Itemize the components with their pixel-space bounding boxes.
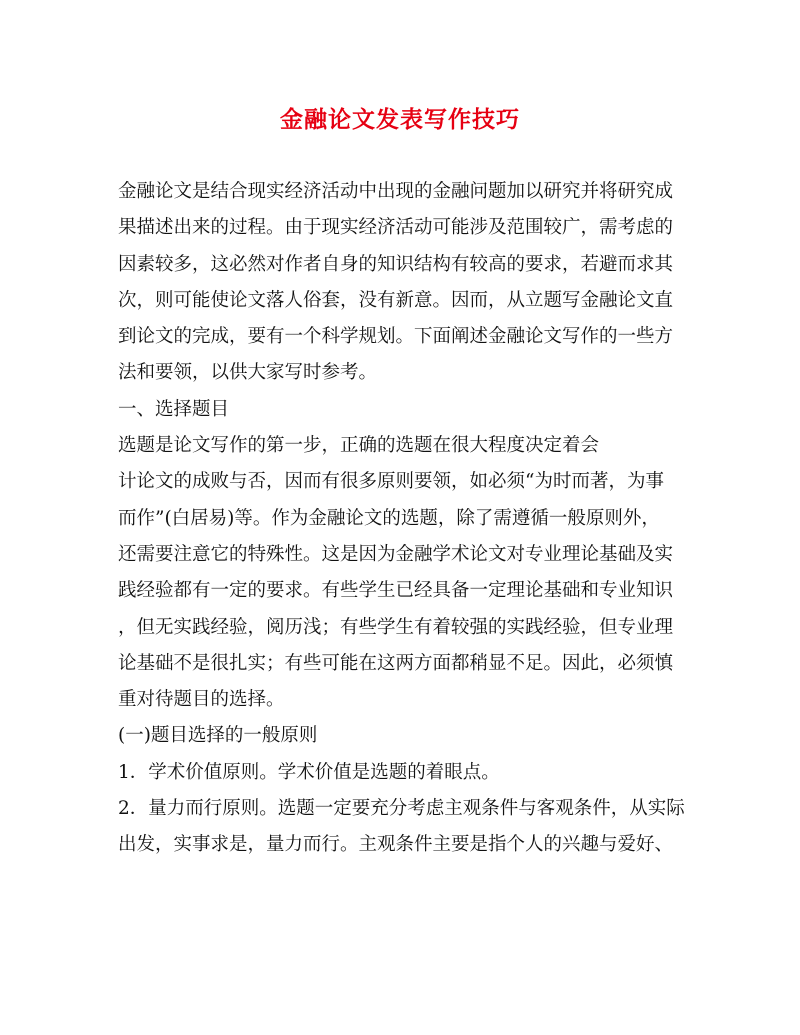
text-line: 果描述出来的过程。由于现实经济活动可能涉及范围较广，需考虑的 [118, 217, 674, 239]
text-line: 论基础不是很扎实；有些可能在这两方面都稍显不足。因此，必须慎 [118, 652, 674, 674]
document-body [118, 174, 688, 864]
document-title: 金融论文发表写作技巧 [280, 106, 520, 133]
text-line: 因素较多，这必然对作者自身的知识结构有较高的要求，若避而求其 [118, 253, 674, 275]
text-line: 出发，实事求是，量力而行。主观条件主要是指个人的兴趣与爱好、 [118, 834, 674, 856]
text-line: ，但无实践经验，阅历浅；有些学生有着较强的实践经验，但专业理 [118, 616, 674, 638]
text-line: 次，则可能使论文落人俗套，没有新意。因而，从立题写金融论文直 [118, 289, 674, 311]
text-line: 选题是论文写作的第一步，正确的选题在很大程度决定着会 [118, 435, 600, 457]
text-line: 到论文的完成，要有一个科学规划。下面阐述金融论文写作的一些方 [118, 326, 674, 348]
text-line: 计论文的成败与否，因而有很多原则要领，如必须“为时而著，为事 [118, 471, 664, 493]
text-line: 重对待题目的选择。 [118, 689, 285, 711]
text-line: 还需要注意它的特殊性。这是因为金融学术论文对专业理论基础及实 [118, 543, 674, 565]
section-heading: 一、选择题目 [118, 398, 230, 420]
subsection-heading: (一)题目选择的一般原则 [118, 725, 318, 747]
text-line: 金融论文是结合现实经济活动中出现的金融问题加以研究并将研究成 [118, 181, 674, 202]
text-line: 践经验都有一定的要求。有些学生已经具备一定理论基础和专业知识 [118, 580, 674, 602]
list-item: 1．学术价值原则。学术价值是选题的着眼点。 [118, 761, 500, 783]
text-line: 法和要领，以供大家写时参考。 [118, 362, 378, 384]
text-line: 而作”(白居易)等。作为金融论文的选题，除了需遵循一般原则外， [118, 507, 660, 529]
list-item: 2．量力而行原则。选题一定要充分考虑主观条件与客观条件，从实际 [118, 798, 685, 820]
